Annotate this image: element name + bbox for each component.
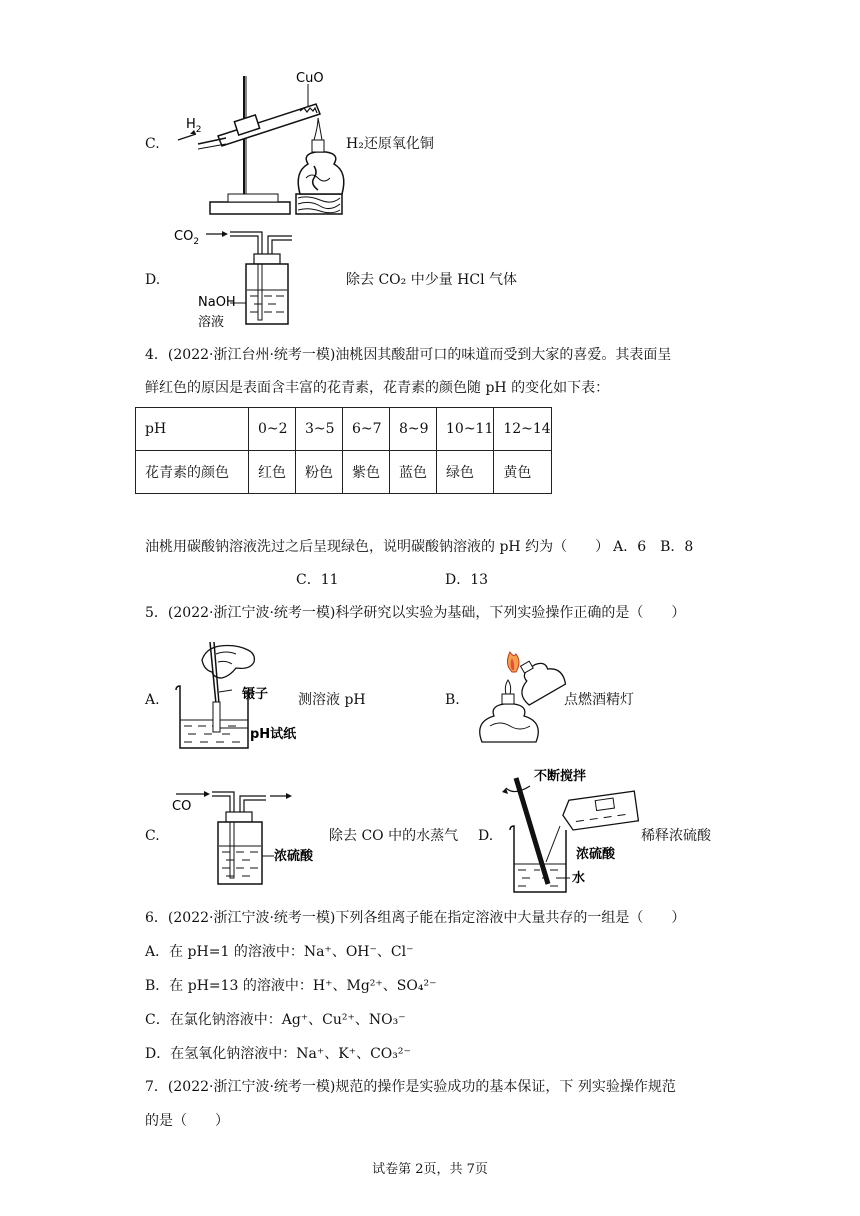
q7-line-2: 的是（ ） — [145, 1113, 229, 1129]
page-footer: 试卷第 2页，共 7页 — [372, 1162, 488, 1177]
q4-option-a: A．6 — [613, 539, 647, 555]
co2-label: $CO_2$ — [174, 229, 200, 247]
table-cell: 黄色 — [494, 451, 551, 494]
q6-option-d-ions: Na⁺、K⁺、CO₃²⁻ — [296, 1046, 411, 1062]
q6-line-1 — [145, 908, 685, 928]
q5-option-d-letter: D. — [478, 828, 494, 844]
table-cell: 粉色 — [296, 451, 343, 494]
anthocyanin-ph-table — [135, 407, 552, 494]
table-cell: 红色 — [249, 451, 296, 494]
q4-option-c: C．11 — [296, 572, 339, 588]
q4-option-b: B．8 — [660, 539, 694, 555]
q5-stem: 科学研究以实验为基础，下列实验操作正确的是（ ） — [335, 605, 686, 621]
q5-option-d-caption: 稀释浓硫酸 — [641, 828, 711, 844]
cuo-label: CuO — [296, 71, 324, 86]
solution-label: 溶液 — [198, 315, 225, 330]
q3-option-c-letter: C. — [145, 136, 160, 152]
q6-option-c-prefix: C．在氯化钠溶液中： — [145, 1012, 282, 1028]
q5-option-b-caption: 点燃酒精灯 — [564, 692, 634, 708]
dilute-acid-figure — [500, 766, 640, 896]
q6-stem: 下列各组离子能在指定溶液中大量共存的一组是（ ） — [335, 910, 686, 926]
q4-source: (2022·浙江台州·统考一模) — [167, 347, 336, 363]
stir-label: 不断搅拌 — [534, 769, 587, 784]
q4-line-1 — [145, 345, 671, 365]
q6-option-a — [145, 942, 413, 962]
q5-source: (2022·浙江宁波·统考一模) — [167, 605, 336, 621]
ph-test-figure — [172, 632, 302, 752]
q3-option-d-caption: 除去 CO₂ 中少量 HCl 气体 — [346, 272, 518, 288]
table-cell: 12~14 — [494, 408, 551, 451]
q4-question-text: 油桃用碳酸钠溶液洗过之后呈现绿色，说明碳酸钠溶液的 pH 约为（ ） — [145, 539, 610, 555]
q4-option-d: D．13 — [445, 572, 489, 588]
q7-stem: 规范的操作是实验成功的基本保证，下 列实验操作规范 — [335, 1079, 676, 1095]
table-cell: 绿色 — [437, 451, 494, 494]
table-cell: 6~7 — [343, 408, 390, 451]
q3-option-c-caption: H₂还原氧化铜 — [346, 136, 434, 152]
table-cell: 蓝色 — [390, 451, 437, 494]
table-cell: 0~2 — [249, 408, 296, 451]
conc-acid-label-d: 浓硫酸 — [576, 847, 616, 862]
co-label: CO — [172, 799, 192, 814]
q6-option-b-ions: H⁺、Mg²⁺、SO₄²⁻ — [312, 978, 437, 994]
table-row-colors — [136, 451, 552, 494]
h2-reduction-apparatus-figure — [178, 66, 348, 216]
q5-number: 5． — [145, 605, 168, 621]
q6-option-d-prefix: D．在氢氧化钠溶液中： — [145, 1046, 297, 1062]
q3-option-d-letter: D. — [145, 272, 161, 288]
q6-number: 6． — [145, 910, 168, 926]
q5-option-c-letter: C. — [145, 828, 160, 844]
q6-option-a-prefix: A．在 pH=1 的溶液中： — [145, 944, 304, 960]
q6-source: (2022·浙江宁波·统考一模) — [167, 910, 336, 926]
q4-line-2: 鲜红色的原因是表面含丰富的花青素，花青素的颜色随 pH 的变化如下表： — [145, 380, 610, 396]
q5-line-1 — [145, 603, 685, 623]
table-cell: 花青素的颜色 — [136, 451, 249, 494]
table-cell: 8~9 — [390, 408, 437, 451]
q6-option-a-ions: Na⁺、OH⁻、Cl⁻ — [303, 944, 414, 960]
table-row-header — [136, 408, 552, 451]
table-cell: 3~5 — [296, 408, 343, 451]
q6-option-b-prefix: B．在 pH=13 的溶液中： — [145, 978, 313, 994]
q4-number: 4． — [145, 347, 168, 363]
naoh-label: NaOH — [198, 295, 236, 310]
conc-acid-label: 浓硫酸 — [274, 849, 314, 864]
q6-option-c — [145, 1010, 406, 1030]
q4-stem: 油桃因其酸甜可口的味道而受到大家的喜爱。其表面呈 — [335, 347, 672, 363]
co-drying-bottle-figure — [172, 784, 322, 888]
q4-question — [145, 537, 693, 557]
table-cell: 10~11 — [437, 408, 494, 451]
tweezers-label: 镊子 — [242, 687, 269, 702]
h2-label: $H_2$ — [186, 117, 202, 135]
lamp-lighting-figure — [472, 648, 564, 748]
q5-option-b-letter: B. — [445, 692, 460, 708]
q7-number: 7． — [145, 1079, 168, 1095]
ph-paper-label: pH试纸 — [250, 727, 297, 742]
table-cell: 紫色 — [343, 451, 390, 494]
water-label: 水 — [572, 871, 586, 886]
q5-option-a-caption: 测溶液 pH — [298, 692, 366, 708]
q7-line-1 — [145, 1077, 676, 1097]
q6-option-d — [145, 1044, 411, 1064]
q6-option-b — [145, 976, 437, 996]
naoh-gas-wash-bottle-figure — [170, 224, 300, 334]
table-cell: pH — [136, 408, 249, 451]
q5-option-a-letter: A. — [145, 692, 160, 708]
q5-option-c-caption: 除去 CO 中的水蒸气 — [329, 828, 459, 844]
q7-source: (2022·浙江宁波·统考一模) — [167, 1079, 336, 1095]
q6-option-c-ions: Ag⁺、Cu²⁺、NO₃⁻ — [281, 1012, 406, 1028]
